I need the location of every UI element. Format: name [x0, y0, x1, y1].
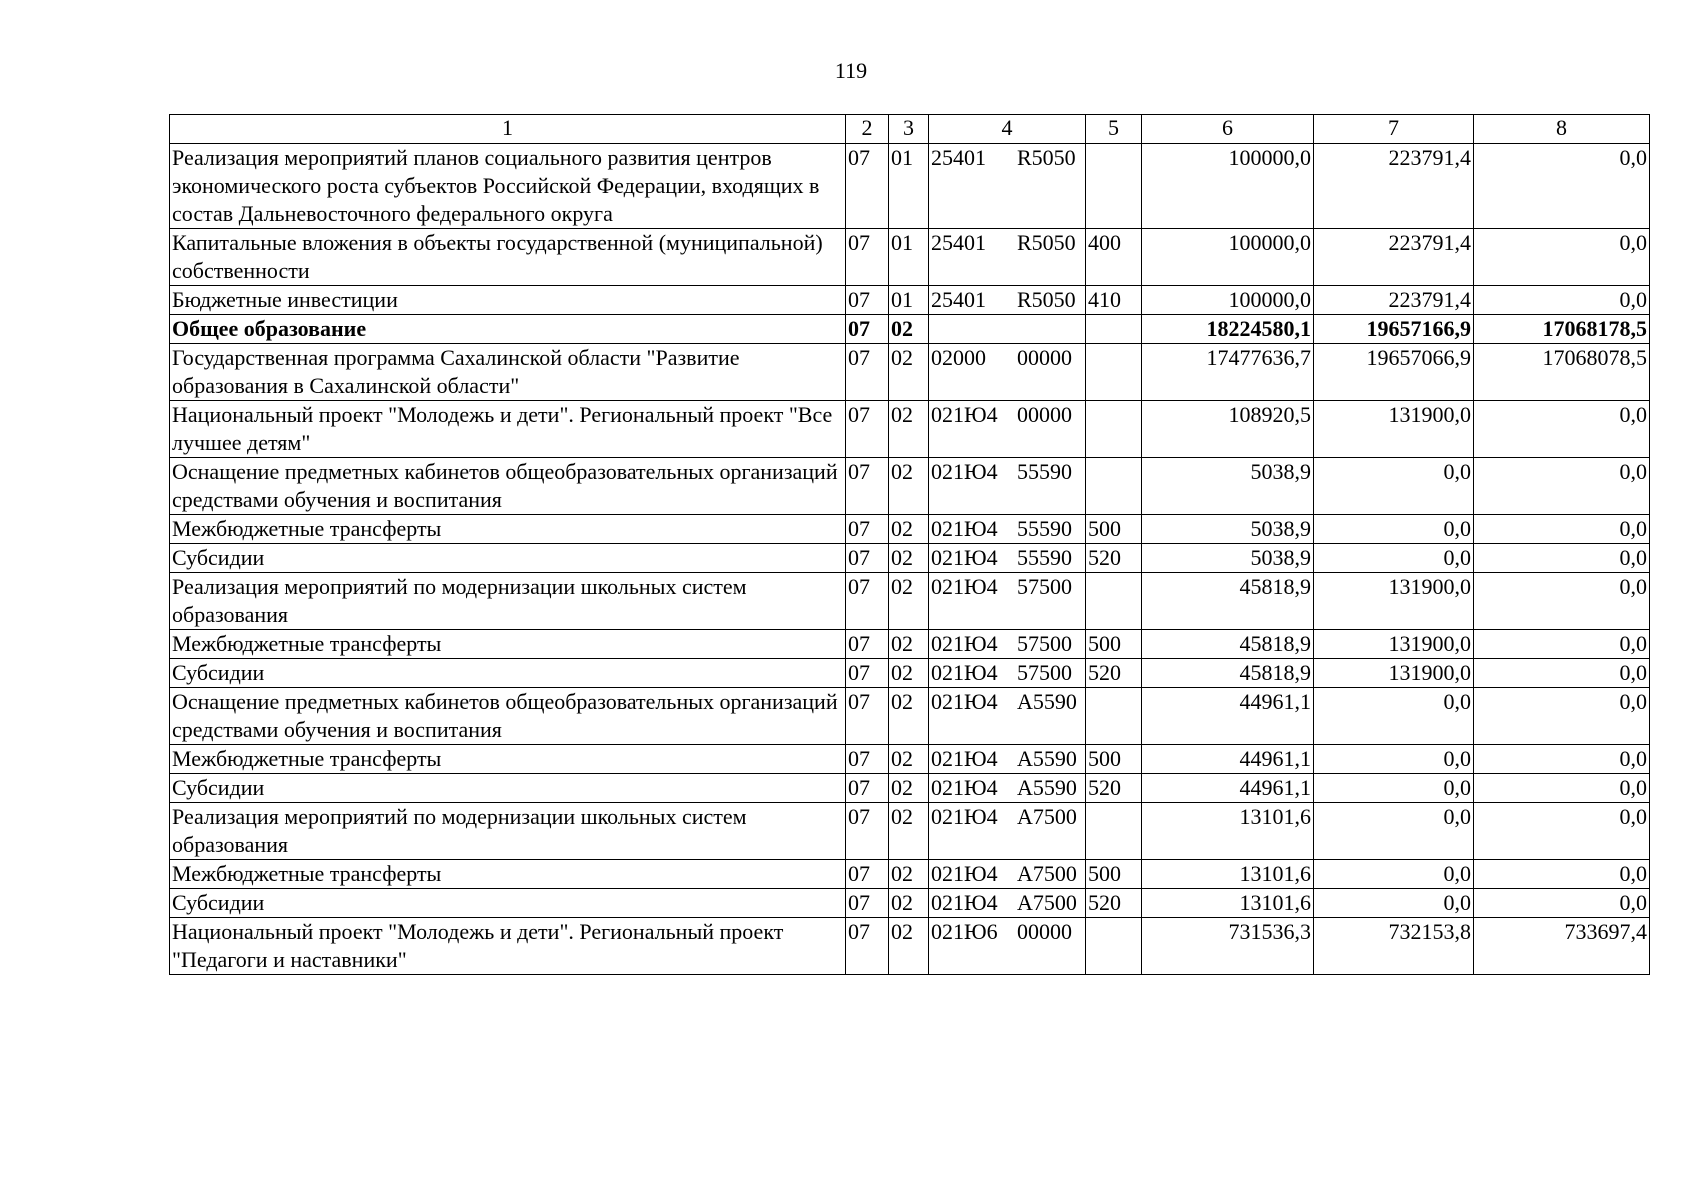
subsection-code: 02 — [889, 344, 929, 401]
target-article-direction: A7500 — [1017, 890, 1077, 915]
amount-col-8: 17068178,5 — [1474, 315, 1650, 344]
row-name: Реализация мероприятий планов социального развития центров экономического роста субъектов Российской Федерации, входящих в состав Дальневосточного федерального округа — [170, 144, 846, 229]
amount-col-7: 223791,4 — [1314, 229, 1474, 286]
target-article-code — [929, 889, 1086, 918]
amount-col-6: 5038,9 — [1142, 515, 1314, 544]
row-name: Субсидии — [170, 889, 846, 918]
section-code: 07 — [846, 860, 889, 889]
amount-col-8: 0,0 — [1474, 544, 1650, 573]
subsection-code: 02 — [889, 803, 929, 860]
target-article-program: 02000 — [931, 345, 986, 370]
section-code: 07 — [846, 401, 889, 458]
section-code: 07 — [846, 774, 889, 803]
row-name: Бюджетные инвестиции — [170, 286, 846, 315]
section-code: 07 — [846, 286, 889, 315]
row-name: Общее образование — [170, 315, 846, 344]
amount-col-8: 0,0 — [1474, 229, 1650, 286]
target-article-program: 021Ю4 — [931, 861, 998, 886]
table-row — [170, 229, 1650, 286]
amount-col-6: 44961,1 — [1142, 745, 1314, 774]
expense-type-code — [1086, 315, 1142, 344]
amount-col-7: 0,0 — [1314, 688, 1474, 745]
amount-col-8: 0,0 — [1474, 659, 1650, 688]
expense-type-code: 500 — [1086, 630, 1142, 659]
amount-col-6: 13101,6 — [1142, 860, 1314, 889]
amount-col-6: 45818,9 — [1142, 630, 1314, 659]
amount-col-6: 18224580,1 — [1142, 315, 1314, 344]
table-row — [170, 573, 1650, 630]
amount-col-8: 0,0 — [1474, 286, 1650, 315]
target-article-direction: A5590 — [1017, 775, 1077, 800]
section-code: 07 — [846, 573, 889, 630]
subsection-code: 02 — [889, 860, 929, 889]
row-name: Капитальные вложения в объекты государственной (муниципальной) собственности — [170, 229, 846, 286]
amount-col-7: 19657166,9 — [1314, 315, 1474, 344]
amount-col-7: 0,0 — [1314, 458, 1474, 515]
target-article-code — [929, 286, 1086, 315]
subsection-code: 02 — [889, 515, 929, 544]
amount-col-8: 0,0 — [1474, 515, 1650, 544]
expense-type-code: 500 — [1086, 515, 1142, 544]
table-row — [170, 659, 1650, 688]
target-article-program: 25401 — [931, 230, 986, 255]
target-article-direction: 55590 — [1017, 459, 1072, 484]
table-body — [170, 144, 1650, 975]
target-article-program: 021Ю4 — [931, 804, 998, 829]
expense-type-code — [1086, 344, 1142, 401]
table-row — [170, 889, 1650, 918]
subsection-code: 02 — [889, 544, 929, 573]
target-article-direction: 00000 — [1017, 919, 1072, 944]
row-name: Национальный проект "Молодежь и дети". Региональный проект "Все лучшее детям" — [170, 401, 846, 458]
row-name: Реализация мероприятий по модернизации школьных систем образования — [170, 803, 846, 860]
section-code: 07 — [846, 315, 889, 344]
target-article-code — [929, 803, 1086, 860]
amount-col-7: 732153,8 — [1314, 918, 1474, 975]
table-row — [170, 688, 1650, 745]
amount-col-7: 0,0 — [1314, 515, 1474, 544]
target-article-program: 021Ю4 — [931, 775, 998, 800]
row-name: Субсидии — [170, 659, 846, 688]
section-code: 07 — [846, 688, 889, 745]
table-row — [170, 918, 1650, 975]
amount-col-7: 223791,4 — [1314, 144, 1474, 229]
table-row — [170, 315, 1650, 344]
section-code: 07 — [846, 515, 889, 544]
target-article-code — [929, 918, 1086, 975]
amount-col-7: 0,0 — [1314, 774, 1474, 803]
subsection-code: 02 — [889, 889, 929, 918]
subsection-code: 01 — [889, 144, 929, 229]
table-row — [170, 774, 1650, 803]
amount-col-8: 0,0 — [1474, 745, 1650, 774]
subsection-code: 02 — [889, 315, 929, 344]
row-name: Субсидии — [170, 774, 846, 803]
section-code: 07 — [846, 229, 889, 286]
amount-col-6: 731536,3 — [1142, 918, 1314, 975]
amount-col-7: 19657066,9 — [1314, 344, 1474, 401]
expense-type-code: 500 — [1086, 745, 1142, 774]
amount-col-6: 100000,0 — [1142, 229, 1314, 286]
target-article-program: 021Ю4 — [931, 631, 998, 656]
table-row — [170, 630, 1650, 659]
expense-type-code — [1086, 401, 1142, 458]
target-article-program: 021Ю4 — [931, 574, 998, 599]
section-code: 07 — [846, 745, 889, 774]
subsection-code: 01 — [889, 286, 929, 315]
target-article-program: 021Ю4 — [931, 459, 998, 484]
column-header: 4 — [929, 115, 1086, 144]
expense-type-code — [1086, 803, 1142, 860]
amount-col-6: 44961,1 — [1142, 688, 1314, 745]
section-code: 07 — [846, 458, 889, 515]
table-row — [170, 745, 1650, 774]
expense-type-code: 500 — [1086, 860, 1142, 889]
subsection-code: 02 — [889, 918, 929, 975]
target-article-code — [929, 401, 1086, 458]
amount-col-7: 0,0 — [1314, 544, 1474, 573]
target-article-code — [929, 573, 1086, 630]
amount-col-6: 100000,0 — [1142, 286, 1314, 315]
table-header-row — [170, 115, 1650, 144]
target-article-program: 021Ю4 — [931, 689, 998, 714]
column-header: 3 — [889, 115, 929, 144]
table-row — [170, 144, 1650, 229]
column-header: 6 — [1142, 115, 1314, 144]
target-article-program: 25401 — [931, 287, 986, 312]
expense-type-code: 400 — [1086, 229, 1142, 286]
target-article-program: 021Ю4 — [931, 402, 998, 427]
amount-col-8: 0,0 — [1474, 774, 1650, 803]
target-article-code — [929, 344, 1086, 401]
target-article-code — [929, 745, 1086, 774]
row-name: Национальный проект "Молодежь и дети". Региональный проект "Педагоги и наставники" — [170, 918, 846, 975]
target-article-direction: R5050 — [1017, 230, 1076, 255]
amount-col-6: 5038,9 — [1142, 458, 1314, 515]
target-article-direction: A5590 — [1017, 689, 1077, 714]
section-code: 07 — [846, 544, 889, 573]
amount-col-6: 45818,9 — [1142, 573, 1314, 630]
amount-col-7: 223791,4 — [1314, 286, 1474, 315]
amount-col-6: 45818,9 — [1142, 659, 1314, 688]
section-code: 07 — [846, 630, 889, 659]
amount-col-8: 0,0 — [1474, 401, 1650, 458]
amount-col-7: 131900,0 — [1314, 401, 1474, 458]
target-article-code — [929, 544, 1086, 573]
expense-type-code: 520 — [1086, 544, 1142, 573]
row-name: Межбюджетные трансферты — [170, 745, 846, 774]
table-row — [170, 515, 1650, 544]
target-article-program: 25401 — [931, 145, 986, 170]
budget-table — [169, 114, 1650, 975]
table-row — [170, 544, 1650, 573]
amount-col-7: 0,0 — [1314, 803, 1474, 860]
row-name: Государственная программа Сахалинской области "Развитие образования в Сахалинской области" — [170, 344, 846, 401]
target-article-code — [929, 630, 1086, 659]
target-article-direction: 55590 — [1017, 516, 1072, 541]
target-article-code — [929, 688, 1086, 745]
target-article-direction: 00000 — [1017, 345, 1072, 370]
amount-col-7: 131900,0 — [1314, 659, 1474, 688]
amount-col-7: 131900,0 — [1314, 573, 1474, 630]
expense-type-code: 410 — [1086, 286, 1142, 315]
target-article-program: 021Ю4 — [931, 660, 998, 685]
amount-col-6: 108920,5 — [1142, 401, 1314, 458]
target-article-program: 021Ю4 — [931, 890, 998, 915]
column-header: 2 — [846, 115, 889, 144]
amount-col-8: 0,0 — [1474, 144, 1650, 229]
row-name: Межбюджетные трансферты — [170, 630, 846, 659]
target-article-direction: 57500 — [1017, 631, 1072, 656]
amount-col-6: 13101,6 — [1142, 889, 1314, 918]
amount-col-8: 17068078,5 — [1474, 344, 1650, 401]
page-number: 119 — [834, 58, 868, 83]
target-article-program: 021Ю4 — [931, 516, 998, 541]
table-row — [170, 803, 1650, 860]
target-article-program: 021Ю4 — [931, 545, 998, 570]
expense-type-code — [1086, 144, 1142, 229]
row-name: Реализация мероприятий по модернизации школьных систем образования — [170, 573, 846, 630]
target-article-program: 021Ю6 — [931, 919, 998, 944]
amount-col-8: 0,0 — [1474, 889, 1650, 918]
section-code: 07 — [846, 659, 889, 688]
column-header: 8 — [1474, 115, 1650, 144]
target-article-direction: 57500 — [1017, 660, 1072, 685]
row-name: Оснащение предметных кабинетов общеобразовательных организаций средствами обучения и воспитания — [170, 458, 846, 515]
expense-type-code: 520 — [1086, 889, 1142, 918]
amount-col-8: 0,0 — [1474, 630, 1650, 659]
amount-col-8: 733697,4 — [1474, 918, 1650, 975]
subsection-code: 02 — [889, 745, 929, 774]
section-code: 07 — [846, 144, 889, 229]
row-name: Оснащение предметных кабинетов общеобразовательных организаций средствами обучения и воспитания — [170, 688, 846, 745]
subsection-code: 01 — [889, 229, 929, 286]
row-name: Межбюджетные трансферты — [170, 860, 846, 889]
expense-type-code — [1086, 918, 1142, 975]
target-article-code — [929, 144, 1086, 229]
amount-col-8: 0,0 — [1474, 688, 1650, 745]
amount-col-8: 0,0 — [1474, 803, 1650, 860]
amount-col-8: 0,0 — [1474, 573, 1650, 630]
amount-col-6: 100000,0 — [1142, 144, 1314, 229]
subsection-code: 02 — [889, 659, 929, 688]
target-article-direction: 57500 — [1017, 574, 1072, 599]
expense-type-code: 520 — [1086, 774, 1142, 803]
amount-col-6: 5038,9 — [1142, 544, 1314, 573]
column-header: 1 — [170, 115, 846, 144]
amount-col-7: 0,0 — [1314, 860, 1474, 889]
expense-type-code: 520 — [1086, 659, 1142, 688]
column-header: 5 — [1086, 115, 1142, 144]
subsection-code: 02 — [889, 458, 929, 515]
expense-type-code — [1086, 458, 1142, 515]
subsection-code: 02 — [889, 401, 929, 458]
section-code: 07 — [846, 918, 889, 975]
target-article-code — [929, 315, 1086, 344]
row-name: Межбюджетные трансферты — [170, 515, 846, 544]
subsection-code: 02 — [889, 630, 929, 659]
column-header: 7 — [1314, 115, 1474, 144]
table-row — [170, 286, 1650, 315]
amount-col-6: 13101,6 — [1142, 803, 1314, 860]
expense-type-code — [1086, 573, 1142, 630]
expense-type-code — [1086, 688, 1142, 745]
target-article-direction: A7500 — [1017, 804, 1077, 829]
amount-col-8: 0,0 — [1474, 458, 1650, 515]
table-row — [170, 344, 1650, 401]
table-row — [170, 458, 1650, 515]
subsection-code: 02 — [889, 688, 929, 745]
section-code: 07 — [846, 889, 889, 918]
target-article-code — [929, 774, 1086, 803]
subsection-code: 02 — [889, 573, 929, 630]
target-article-direction: A7500 — [1017, 861, 1077, 886]
target-article-direction: A5590 — [1017, 746, 1077, 771]
amount-col-6: 44961,1 — [1142, 774, 1314, 803]
target-article-direction: 00000 — [1017, 402, 1072, 427]
table-row — [170, 860, 1650, 889]
amount-col-7: 0,0 — [1314, 745, 1474, 774]
target-article-code — [929, 458, 1086, 515]
amount-col-6: 17477636,7 — [1142, 344, 1314, 401]
target-article-program: 021Ю4 — [931, 746, 998, 771]
amount-col-7: 0,0 — [1314, 889, 1474, 918]
target-article-direction: R5050 — [1017, 145, 1076, 170]
row-name: Субсидии — [170, 544, 846, 573]
section-code: 07 — [846, 803, 889, 860]
subsection-code: 02 — [889, 774, 929, 803]
section-code: 07 — [846, 344, 889, 401]
amount-col-7: 131900,0 — [1314, 630, 1474, 659]
amount-col-8: 0,0 — [1474, 860, 1650, 889]
target-article-code — [929, 515, 1086, 544]
table-row — [170, 401, 1650, 458]
target-article-code — [929, 229, 1086, 286]
target-article-direction: 55590 — [1017, 545, 1072, 570]
target-article-code — [929, 860, 1086, 889]
target-article-direction: R5050 — [1017, 287, 1076, 312]
target-article-code — [929, 659, 1086, 688]
